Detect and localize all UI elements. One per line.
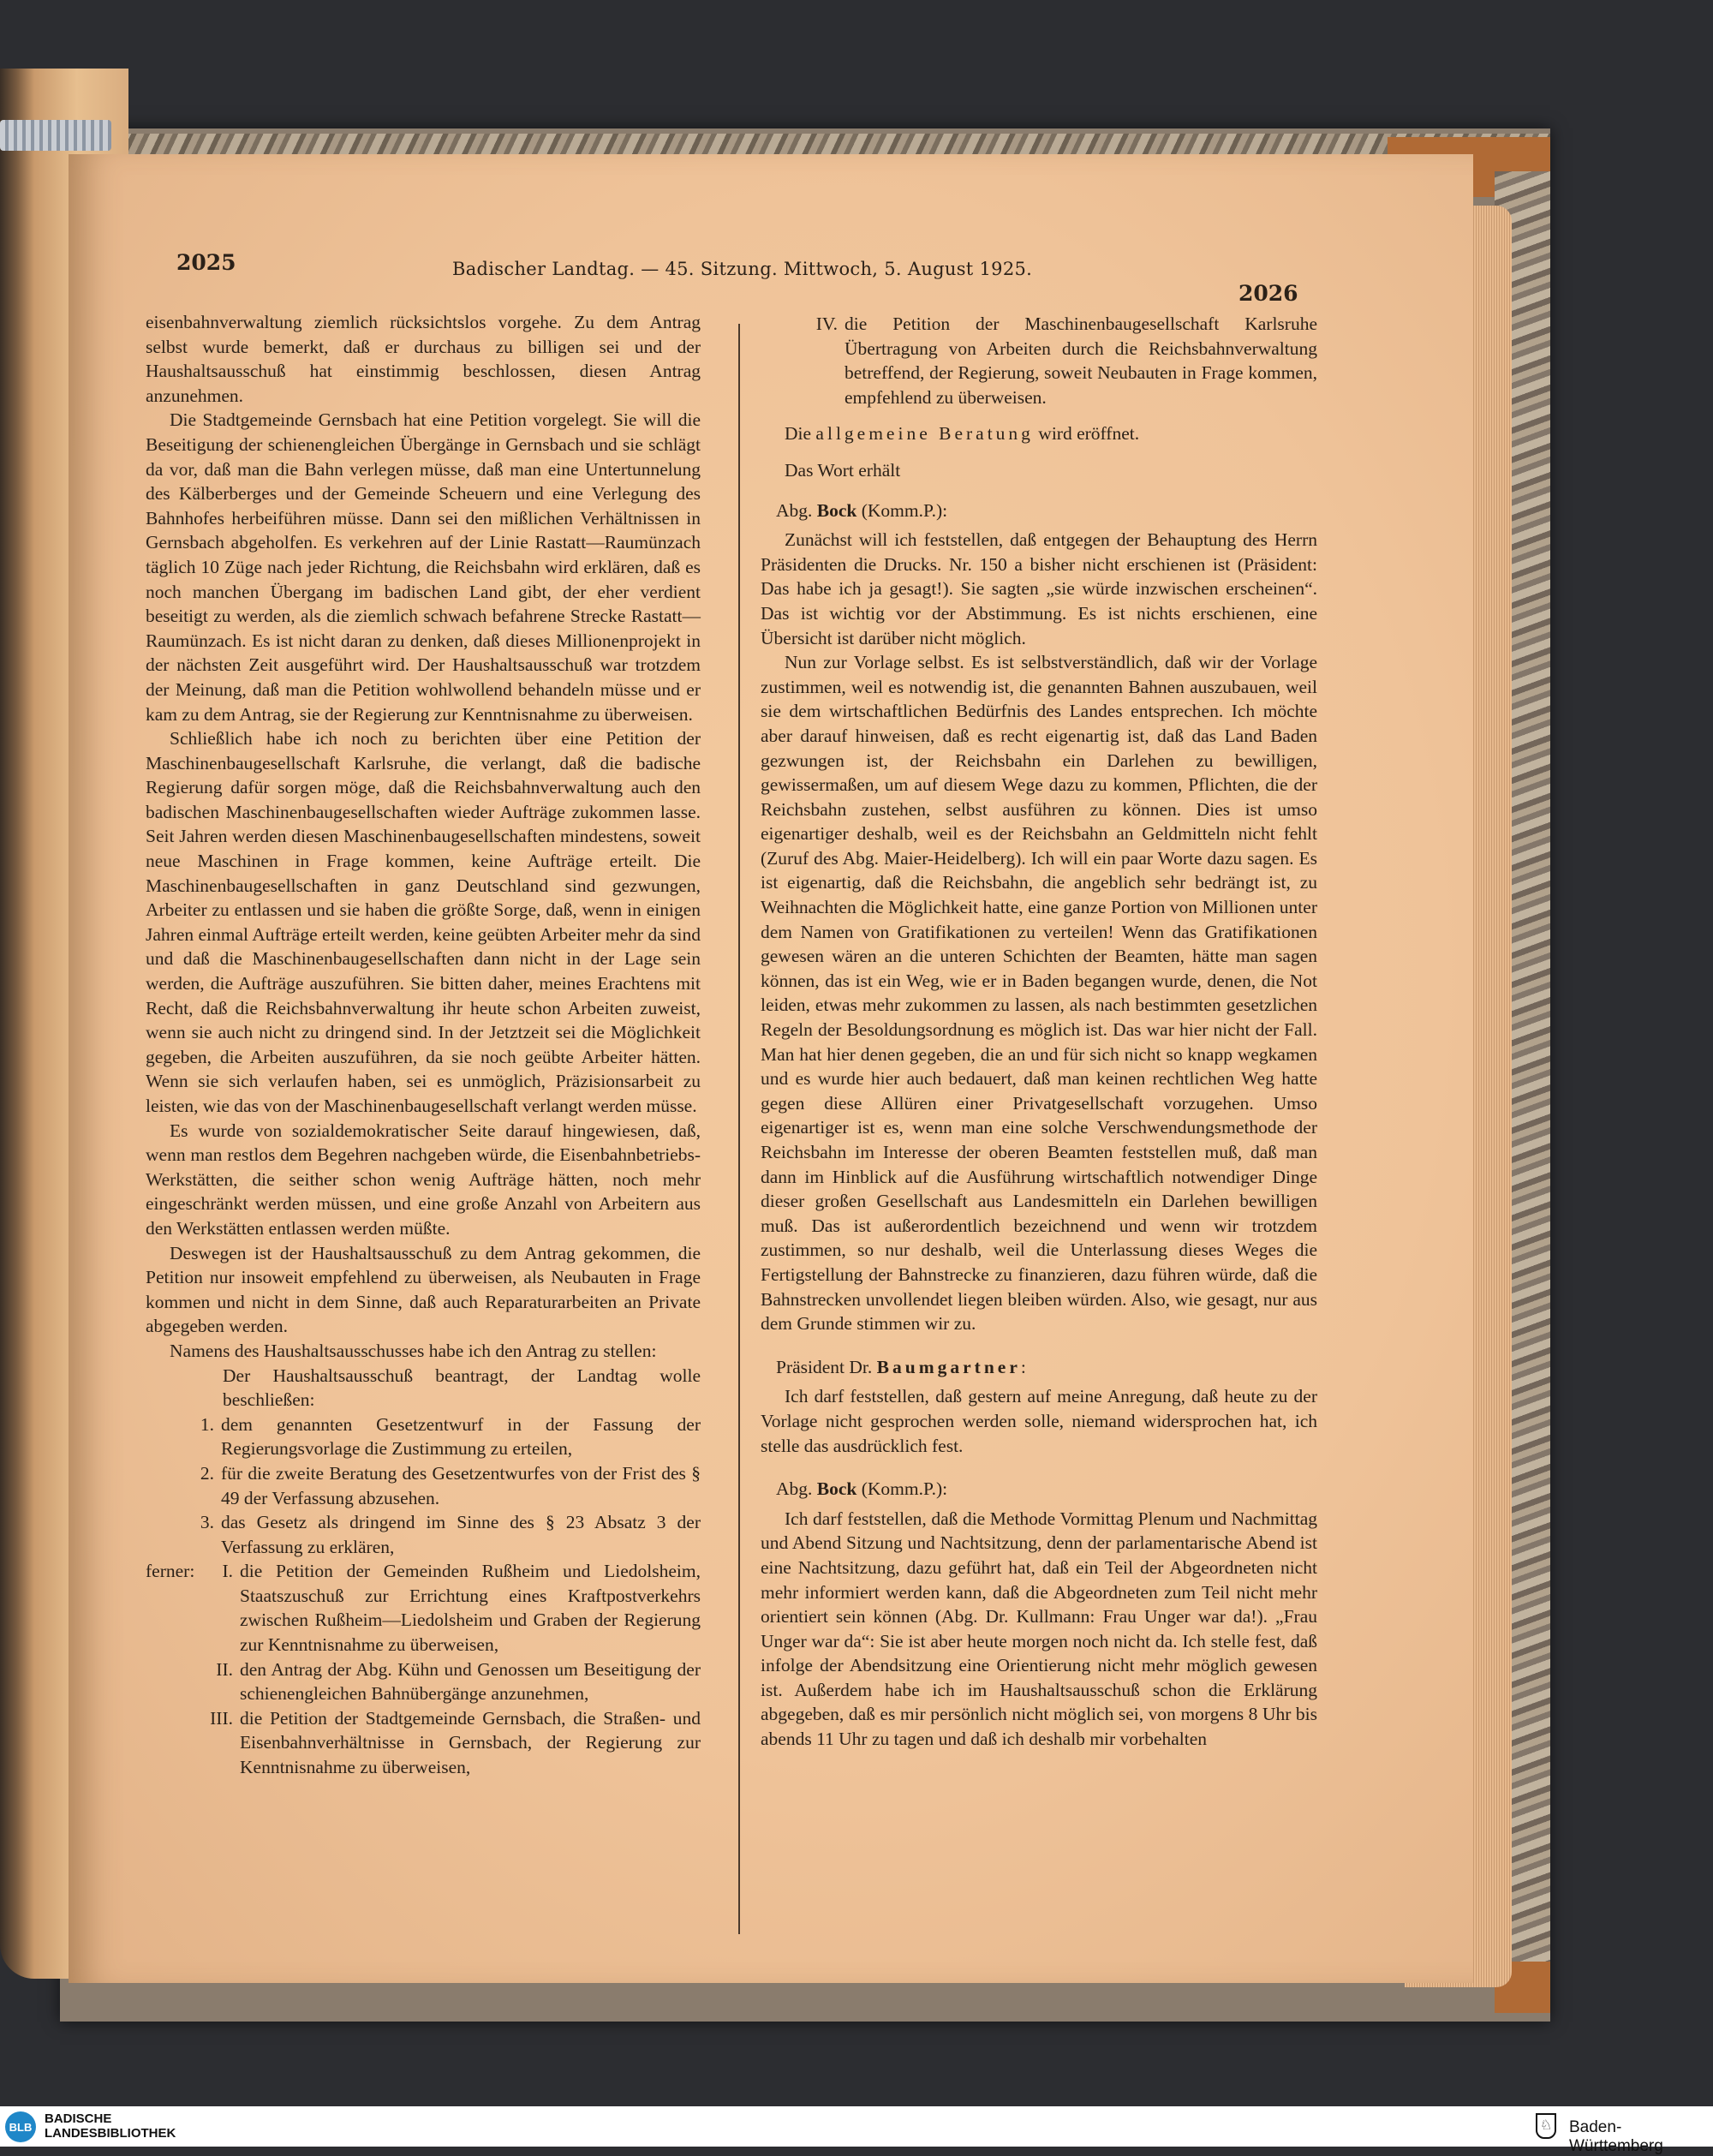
- headband: [0, 120, 111, 151]
- speaker-name: Bock: [816, 1478, 857, 1500]
- text: (Komm.P.):: [856, 1478, 948, 1500]
- text: Die: [785, 423, 816, 445]
- item-number: IV.: [815, 314, 838, 334]
- item-number: 1.: [200, 1413, 214, 1435]
- text: (Komm.P.):: [856, 499, 948, 521]
- item-text: den Antrag der Abg. Kühn und Genossen um Beseitigung der schienengleichen Bahnübergänge anzunehmen,: [240, 1658, 701, 1705]
- ferner-label: ferner:: [146, 1561, 195, 1582]
- paragraph: Ich darf feststellen, daß die Methode Vormittag Plenum und Nachmittag und Abend Sitzung und Nachtsitzung, denn der parlamentarische Abend ist eine Nachtsitzung, dazu geführt hat, daß ein Teil der Abgeordneten nicht mehr informiert werden kann, daß die Abgeordneten zum Teil nicht mehr orientiert sein können (Abg. Dr. Kullmann: Frau Unger war da!). „Frau Unger war da“: Sie ist aber heute morgen noch nicht da. Ich stelle fest, daß infolge der Abendsitzung eine Orientierung nicht mehr möglich gewesen ist. Außerdem habe ich im Haushaltsausschuß schon die Erklärung abgegeben, daß es mir persönlich nicht möglich sei, von morgens 8 Uhr bis abends 11 Uhr zu tagen und daß ich deshalb mir vorbehalten: [761, 1508, 1317, 1750]
- motion-item: [146, 1412, 701, 1461]
- bw-coat-of-arms-icon[interactable]: ♘: [1536, 2113, 1556, 2139]
- paragraph: Ich darf feststellen, daß gestern auf meine Anregung, daß heute zu der Vorlage nicht gesprochen werden solle, niemand widersprochen hat, ich stelle das ausdrücklich fest.: [761, 1386, 1317, 1456]
- page-number-left: 2025: [176, 250, 236, 275]
- library-name-line1: BADISCHE: [45, 2111, 112, 2126]
- speaker-name: Baumgartner: [876, 1356, 1021, 1377]
- item-text: die Petition der Stadtgemeinde Gernsbach, die Straßen- und Eisenbahnverhältnisse in Gernsbach, der Regierung zur Kenntnisnahme zu überweisen,: [240, 1707, 701, 1778]
- speaker-heading: [776, 499, 1317, 523]
- column-right: [761, 312, 1317, 1752]
- page-number-right: 2026: [1238, 281, 1298, 306]
- paragraph: Deswegen ist der Haushaltsausschuß zu dem Antrag gekommen, die Petition nur insoweit empfehlend zu überweisen, als Neubauten in Frage kommen und nicht in dem Sinne, daß auch Reparaturarbeiten an Private abgegeben werden.: [146, 1242, 701, 1337]
- spaced-text: allgemeine Beratung: [815, 423, 1034, 445]
- blb-logo-icon[interactable]: BLB: [5, 2111, 36, 2142]
- ferner-block: [146, 1559, 701, 1779]
- motion-item: [146, 1510, 701, 1559]
- paragraph: Es wurde von sozialdemokratischer Seite darauf hingewiesen, daß, wenn man restlos dem Begehren nachgeben würde, die Eisenbahnbetriebs-Werkstätten, die seither schon wenig Aufträge hätten, noch mehr eingeschränkt werden müssen, und eine große Anzahl von Arbeitern aus den Werkstätten entlassen werden müßte.: [146, 1120, 701, 1239]
- floor-given: Das Wort erhält: [785, 459, 901, 481]
- text: wird eröffnet.: [1033, 423, 1140, 445]
- state-name[interactable]: Baden-Württemberg: [1569, 2118, 1663, 2155]
- item-number: III.: [210, 1707, 233, 1729]
- text: Abg.: [776, 1478, 817, 1500]
- paragraph: Zunächst will ich feststellen, daß entgegen der Behauptung des Herrn Präsidenten die Drucks. Nr. 150 a bisher nicht erschienen ist (Präsident: Das habe ich ja gesagt!). Sie sagten „sie würde inzwischen erscheinen“. Das ist wichtig vor der Abstimmung. Es ist nichts erschienen, eine Übersicht ist darüber nicht möglich.: [761, 529, 1317, 648]
- text: Abg.: [776, 499, 817, 521]
- petition-item: [761, 312, 1317, 409]
- motion-item: [146, 1461, 701, 1510]
- speaker-heading: [776, 1355, 1317, 1380]
- item-text: das Gesetz als dringend im Sinne des § 23 Absatz 3 der Verfassung zu erklären,: [221, 1512, 701, 1557]
- motion-intro: Der Haushaltsausschuß beantragt, der Landtag wolle beschließen:: [223, 1365, 701, 1411]
- paragraph: Namens des Haushaltsausschusses habe ich den Antrag zu stellen:: [170, 1340, 657, 1361]
- item-number: II.: [216, 1658, 233, 1680]
- item-number: 3.: [200, 1512, 214, 1533]
- paragraph: eisenbahnverwaltung ziemlich rücksichtslos vorgehe. Zu dem Antrag selbst wurde bemerkt, daß er durchaus zu billigen sei und der Haushaltsausschuß hat einstimmig beschlossen, diesen Antrag anzunehmen.: [146, 312, 701, 406]
- library-name-line2: LANDESBIBLIOTHEK: [45, 2126, 176, 2141]
- paragraph: Nun zur Vorlage selbst. Es ist selbstverständlich, daß wir der Vorlage zustimmen, weil es notwendig ist, die genannten Bahnen auszubauen, weil sie dem wirtschaftlichen Bedürfnis des Landes entsprechen. Ich möchte aber darauf hinweisen, daß es recht eigenartig ist, daß das Land Baden gezwungen ist, der Reichsbahn ein Darlehen zu bewilligen, gewissermaßen, um auf diesem Wege dazu zu kommen, Pflichten, die der Reichsbahn zustehen, selbst ausführen zu können. Dies ist umso eigenartiger deshalb, weil es der Reichsbahn an Geldmitteln nicht fehlt (Zuruf des Abg. Maier-Heidelberg). Ich will ein paar Worte dazu sagen. Es ist eigenartig, daß die Reichsbahn, die angeblich sehr bedrängt ist, zu Weihnachten die Möglichkeit hatte, eine ganze Portion von Millionen unter dem Namen von Gratifikationen zu verteilen! Wenn das Gratifikationen gewesen wären an die unteren Schichten der Beamten, hätte man sagen können, das ist ein Weg, wie er in Baden begangen wurde, denen, die Not leiden, etwas mehr zukommen zu lassen, als nach bestimmten gesetzlichen Regeln der Besoldungsordnung es möglich ist. Das war hier nicht der Fall. Man hat hier denen gegeben, die an und für sich nicht so knapp wegkamen und es wurde hier auch bedauert, daß man keinen rechtlichen Weg hatte gegen diese Allüren einer Privatgesellschaft vorzugehen. Umso eigenartiger ist es, wenn man eine solche Verschwendungsmethode der Reichsbahn im Interesse der oberen Beamten feststellen muß, daß man dann im Hinblick auf die Ausführung wirtschaftlich notwendiger Dinge dieser großen Gesellschaft aus Landesmitteln ein Darlehen bewilligen muß. Das ist außerordentlich bezeichnend und wenn wir trotzdem zustimmen, so nur deshalb, weil die Unterlassung dieses Weges die Fertigstellung der Bahnstrecke zu finanzieren, dazu führen würde, daß die Bahnstrecken unvollendet liegen bleiben würden. Also, wie gesagt, nur aus dem Grunde stimmen wir zu.: [761, 652, 1317, 1335]
- column-rule: [738, 324, 740, 1934]
- text: :: [1020, 1356, 1026, 1377]
- item-text: die Petition der Maschinenbaugesellschaft Karlsruhe Übertragung von Arbeiten durch die Reichsbahnverwaltung betreffend, der Regierung, soweit Neubauten in Frage kommen, empfehlend zu überweisen.: [845, 314, 1317, 408]
- speaker-name: Bock: [816, 499, 857, 521]
- debate-opened: [761, 421, 1317, 446]
- item-text: dem genannten Gesetzentwurf in der Fassung der Regierungsvorlage die Zustimmung zu erteilen,: [221, 1413, 701, 1460]
- petition-item: [146, 1706, 701, 1780]
- library-name[interactable]: [45, 2111, 176, 2141]
- text: Präsident Dr.: [776, 1356, 877, 1377]
- petition-item: [146, 1559, 701, 1657]
- petition-item: [146, 1657, 701, 1706]
- paragraph: Die Stadtgemeinde Gernsbach hat eine Petition vorgelegt. Sie will die Beseitigung der schienengleichen Übergänge in Gernsbach und sie schlägt da vor, daß man die Bahn verlegen müsse, daß man eine Untertunnelung des Kälberberges und der Gemeinde Scheuern und eine Verlegung des Bahnhofes herbeiführen müsse. Dann sei den mißlichen Verhältnissen in Gernsbach abgeholfen. Es verkehren auf der Linie Rastatt—Raumünzach täglich 10 Züge nach jeder Richtung, die Reichsbahn wird erklären, daß es noch manchen Übergang im badischen Land gibt, der eher verdient beseitigt zu werden, als die ziemlich schwach befahrene Strecke Rastatt—Raumünzach. Es ist nicht daran zu denken, daß dieses Millionenprojekt in der nächsten Zeit ausgeführt wird. Der Haushaltsausschuß war trotzdem der Meinung, daß man die Petition wohlwollend behandeln müsse und er kam zu dem Antrag, sie der Regierung zur Kenntnisnahme zu überweisen.: [146, 409, 701, 725]
- paragraph: Schließlich habe ich noch zu berichten über eine Petition der Maschinenbaugesellschaft Karlsruhe, die verlangt, daß die badische Regierung dafür sorgen möge, daß die Reichsbahnverwaltung auch den badischen Maschinenbaugesellschaften wieder Aufträge zukommen lasse. Seit Jahren werden diesen Maschinenbaugesellschaften mindestens, soweit neue Maschinen in Frage kommen, keine Aufträge erteilt. Die Maschinenbaugesellschaften in ganz Deutschland sind gezwungen, Arbeiter zu entlassen und sie haben die größte Sorge, daß, wenn in einigen Jahren einmal Aufträge erteilt werden, keine geübten Arbeiter mehr da sind und daß die Maschinenbaugesellschaften dann nicht in der Lage sein werden, die Aufträge auszuführen. Sie bitten daher, meines Erachtens mit Recht, daß die Reichsbahnverwaltung ihr heute schon Arbeiten zuweist, wenn sie auch nicht zu dringend sind. In der Jetztzeit sei die Möglichkeit gegeben, die Arbeiten auszuführen, da sie noch geübte Arbeiter hätten. Wenn sie sich verlaufen haben, sei es unmöglich, Präzisionsarbeit zu leisten, wie das von der Maschinenbaugesellschaft verlangt werden müsse.: [146, 728, 701, 1116]
- item-number: 2.: [200, 1462, 214, 1484]
- item-text: die Petition der Gemeinden Rußheim und Liedolsheim, Staatszuschuß zur Errichtung eines Kraftpostverkehrs zwischen Rußheim—Liedolsheim und Graben der Regierung zur Kenntnisnahme zu überweisen,: [240, 1561, 701, 1656]
- speaker-heading: [776, 1477, 1317, 1502]
- item-text: für die zweite Beratung des Gesetzentwurfes von der Frist des § 49 der Verfassung abzusehen.: [221, 1462, 701, 1508]
- column-left: [146, 310, 701, 1780]
- item-number: I.: [222, 1561, 233, 1582]
- running-header: Badischer Landtag. — 45. Sitzung. Mittwoch, 5. August 1925.: [452, 259, 1033, 279]
- footer-bar: [0, 2106, 1713, 2155]
